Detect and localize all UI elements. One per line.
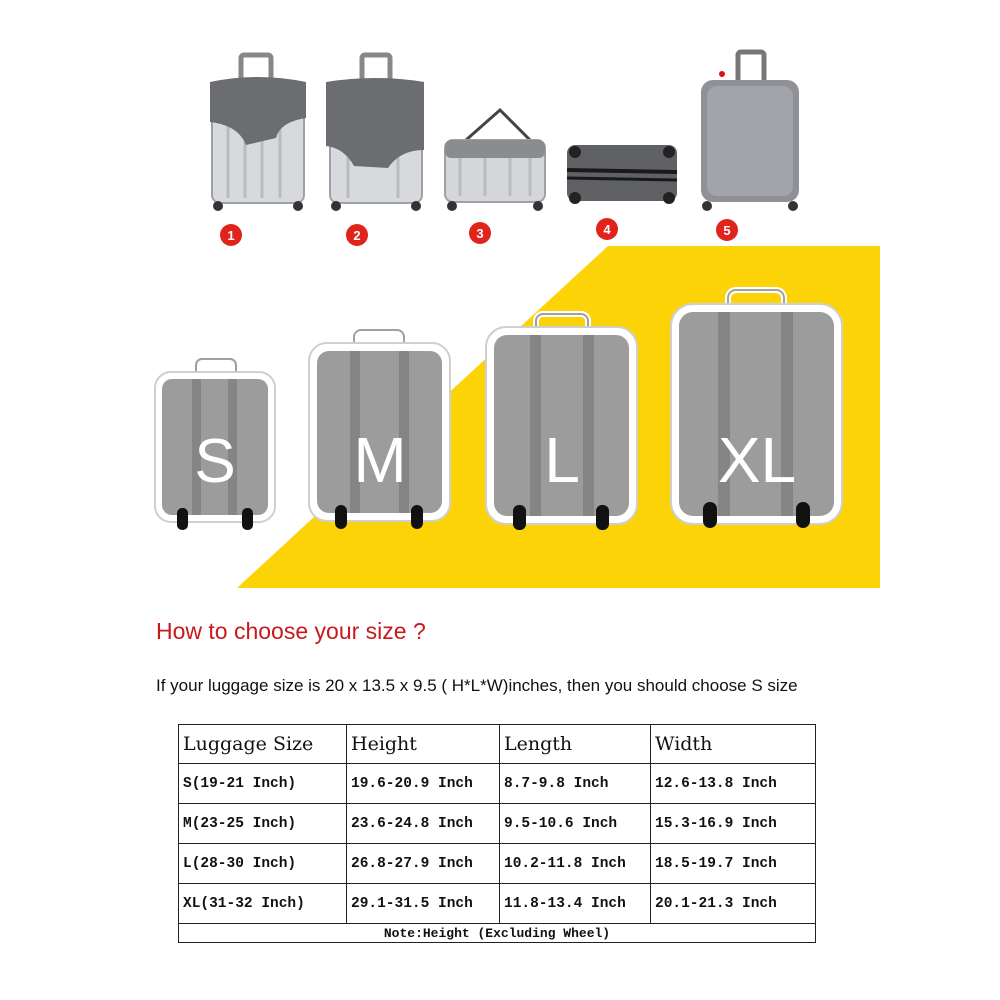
cell-height: 29.1-31.5 Inch <box>347 884 500 924</box>
cell-size: XL(31-32 Inch) <box>179 884 347 924</box>
cell-height: 26.8-27.9 Inch <box>347 844 500 884</box>
size-label-m: M <box>353 424 407 496</box>
cell-width: 18.5-19.7 Inch <box>651 844 816 884</box>
step-2-image <box>326 55 424 211</box>
installation-steps <box>0 0 1000 250</box>
cell-size: L(28-30 Inch) <box>179 844 347 884</box>
cell-height: 23.6-24.8 Inch <box>347 804 500 844</box>
header-width: Width <box>651 725 816 764</box>
table-header-row <box>179 725 816 764</box>
cell-height: 19.6-20.9 Inch <box>347 764 500 804</box>
cell-length: 10.2-11.8 Inch <box>500 844 651 884</box>
cell-width: 15.3-16.9 Inch <box>651 804 816 844</box>
size-label-s: S <box>194 427 236 496</box>
step-number-5: 5 <box>716 219 738 241</box>
size-guide-instruction: If your luggage size is 20 x 13.5 x 9.5 ( H*L*W)inches, then you should choose S size <box>156 676 798 695</box>
step-number-2: 2 <box>346 224 368 246</box>
step-number-1: 1 <box>220 224 242 246</box>
size-label-l: L <box>544 424 580 496</box>
header-luggage-size: Luggage Size <box>179 725 347 764</box>
cell-length: 11.8-13.4 Inch <box>500 884 651 924</box>
table-note-row <box>179 924 816 943</box>
table-row <box>179 884 816 924</box>
step-number-3: 3 <box>469 222 491 244</box>
cell-size: S(19-21 Inch) <box>179 764 347 804</box>
suitcase-l <box>486 314 637 530</box>
table-note: Note:Height (Excluding Wheel) <box>179 924 816 943</box>
step-4-image <box>567 145 677 204</box>
cell-size: M(23-25 Inch) <box>179 804 347 844</box>
step-5-image <box>701 52 799 211</box>
size-guide-heading: How to choose your size ? <box>156 618 426 644</box>
cell-width: 20.1-21.3 Inch <box>651 884 816 924</box>
table-row <box>179 804 816 844</box>
size-chart-table <box>178 724 816 943</box>
table-row <box>179 764 816 804</box>
step-3-image <box>445 110 545 211</box>
cell-length: 8.7-9.8 Inch <box>500 764 651 804</box>
header-height: Height <box>347 725 500 764</box>
header-length: Length <box>500 725 651 764</box>
cell-width: 12.6-13.8 Inch <box>651 764 816 804</box>
size-label-xl: XL <box>717 424 797 496</box>
cell-length: 9.5-10.6 Inch <box>500 804 651 844</box>
table-row <box>179 844 816 884</box>
step-number-4: 4 <box>596 218 618 240</box>
size-comparison-banner <box>0 240 1000 600</box>
step-1-image <box>210 55 306 211</box>
